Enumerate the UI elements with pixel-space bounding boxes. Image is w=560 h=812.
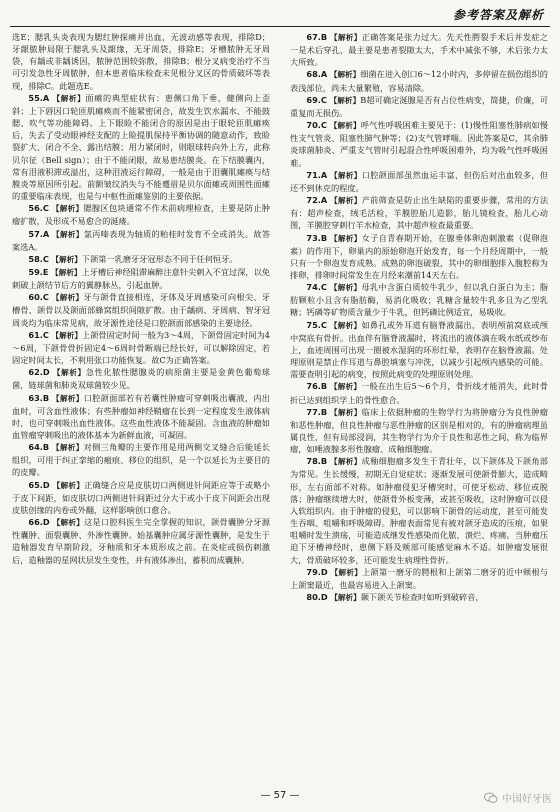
- answer-paragraph: [290, 591, 548, 604]
- answer-text: 细菌在进入创口6～12小时内，多停留在损伤组织的表浅部位，尚未大量繁殖，容易清除。: [290, 69, 548, 93]
- answer-text: 成釉细胞瘤多发生于青壮年，以下颌体及下颌角部为常见。生长缓慢，初期无自觉症状；逐渐发展可使颌骨膨大，造成畸形，左右面部不对称。如肿瘤侵犯牙槽突时，可使牙松动、移位或脱落；肿瘤继续增大时，使颌骨外板变薄，或甚至吸收，这时肿瘤可以侵入软组织内。由于肿瘤的侵犯，可以影响下颌骨的运动度，甚至可能发生吞咽、咀嚼和呼吸障碍。肿瘤表面常见有被对颌牙造成的压痕，如果咀嚼时发生溃疡，可能造成继发性感染而化脓、溃烂、疼痛。当肿瘤压迫下牙槽神经时，患侧下唇及颊部可能感觉麻木不适。如肿瘤发展很大，骨质破坏较多，还可能发生病理性骨折。: [290, 456, 548, 565]
- question-number: 79.D: [306, 566, 328, 577]
- question-number: 76.B: [306, 381, 328, 392]
- answer-paragraph: [12, 291, 270, 328]
- answer-paragraph: [290, 194, 548, 231]
- answer-paragraph: [290, 380, 548, 405]
- question-number: 80.D: [306, 592, 328, 603]
- answer-paragraph: [12, 392, 270, 442]
- answer-paragraph: [290, 281, 548, 318]
- analysis-tag: 【解析】: [330, 33, 362, 42]
- answer-text: 选E；腮乳头炎表现为腮红肿探痛并出血，无波动感等表现，排除D；牙龈脓肿局限于腮乳头及龈缘，无牙周袋，排除E；牙槽脓肿无牙周袋，有龋或非龋诱因，脓肿范围较弥散，排除B；根分叉病变治疗不当可引发急性牙周脓肿，但本患者临床检查未见根分叉区的骨质破坏等表现，排除C。此题选E。: [12, 32, 270, 91]
- analysis-tag: 【解析】: [52, 518, 85, 528]
- answer-text: 口腔颌面部若有若囊性肿瘤可穿刺吸出囊液，内出血时，可含血性液体；有些肿瘤如神经鞘瘤在长到一定程度发生液体病时，也可穿刺吸出血性液体。这些血性液体不能凝固。含血液的肿瘤如血管瘤穿刺吸出的液体基本为新鲜血液，可凝固。: [12, 392, 270, 440]
- analysis-tag: 【解析】: [51, 293, 84, 303]
- question-number: 78.B: [306, 456, 328, 467]
- watermark-text: 中国好牙医: [502, 794, 552, 805]
- question-number: 77.B: [306, 406, 328, 417]
- analysis-tag: 【解析】: [330, 196, 362, 206]
- question-number: 74.C: [306, 282, 327, 293]
- answer-paragraph: [290, 566, 548, 591]
- answer-paragraph: [12, 441, 270, 478]
- answer-text: 正确缝合应是皮肤切口两侧进针间距应等于或略小于皮下间距，如皮肤切口两侧进针间距过分大于或小于皮下间距会出现皮肤创缘的内卷或外翻，这样影响创口愈合。: [12, 479, 270, 515]
- analysis-tag: 【解析】: [52, 93, 86, 103]
- question-number: 61.C: [28, 329, 49, 340]
- answer-paragraph: [290, 169, 548, 194]
- analysis-tag: 【解析】: [52, 443, 84, 453]
- left-column: [12, 31, 270, 779]
- question-number: 64.B: [28, 442, 50, 453]
- answer-paragraph: [290, 68, 548, 93]
- page-header: [0, 0, 560, 28]
- analysis-tag: 【解析】: [51, 330, 82, 340]
- answer-paragraph: [12, 329, 270, 366]
- question-number: 59.E: [28, 266, 49, 277]
- answer-paragraph: [12, 253, 270, 266]
- analysis-tag: 【解析】: [329, 95, 361, 105]
- analysis-tag: 【解析】: [330, 407, 362, 417]
- analysis-tag: 【解析】: [330, 593, 361, 603]
- wechat-icon: [484, 792, 498, 804]
- answer-text: 腮腺区包块通常不作术前病理检查，主要是防止肿瘤扩散，及形成不易愈合的涎瘘。: [12, 203, 270, 227]
- analysis-tag: 【解析】: [329, 320, 362, 330]
- question-number: 57.A: [28, 228, 50, 239]
- answer-text: 女子自青春期开始，在腺垂体卵泡刺激素（促卵泡素）的作用下，卵巢内的原始卵泡开始发育，每一个月经周期中，一般只有一个卵泡发育成熟。成熟的卵泡破裂，其中的卵细胞排入腹腔称为排卵，排卵时间常发生在月经来潮前14天左右。: [290, 232, 548, 280]
- answer-text: 上颌第一磨牙的腭根和上颌第二磨牙的近中颊根与上颌窦最近，也最容易进入上颌窦。: [290, 566, 548, 590]
- question-number: 73.B: [306, 232, 328, 243]
- question-number: 68.A: [306, 69, 328, 80]
- answer-paragraph: [290, 119, 548, 169]
- answer-text: 如鼻孔或外耳道有脑脊液漏出，表明颅前窝底或颅中窝底有骨折。出血伴有脑脊液漏时，将流出的液体滴在吸水纸或纱布上，血迹周围可出现一圈被水湿润的环形红晕，表明存在脑脊液漏。处理原则是禁止作耳道与鼻腔填塞与冲洗，以减少引起颅内感染的可能。需要查明引起的病变，按照此病变的处理原则处理。: [290, 319, 548, 380]
- answer-paragraph: [12, 479, 270, 516]
- analysis-tag: 【解析】: [330, 233, 362, 243]
- answer-paragraph: [290, 455, 548, 565]
- answer-text: 一般在出生后5～6个月，骨折线才能消失，此时骨折已达到组织学上的骨性愈合。: [290, 381, 548, 405]
- answer-text: 面瘫的典型症状有：患侧口角下垂，健侧向上歪斜；上下唇因口轮匝肌瘫痪而不能紧密闭合，故发生饮水漏水、不能鼓腮、吹气等功能障碍。上下眼睑不能闭合的原因是由于眼轮匝肌瘫痪后，失去了受动眼神经支配的上睑提肌保持平衡协调的随意动作，致睑裂扩大、闭合不全、露出结膜；用力紧闭时，则眼球转向外上方，此称贝尔征（Bell sign）；由于不能闭眼，故易患结膜炎。在下结膜囊内，常有泪液积滞或溢出，这种泪液运行障碍，一般是由于泪囊肌瘫痪与结膜炎等原因所引起。前额皱纹消失与不能蹙眉是贝尔面瘫或周围性面瘫的重要临床表现，也是与中枢性面瘫鉴别的主要依据。: [12, 92, 270, 202]
- question-number: 65.D: [28, 479, 50, 490]
- answer-text: 上颌骨固定时间一般为3～4周，下颌骨固定时间为4～6周，下颌骨骨折固定4～6周时骨断端已经长好，可以解除固定，若固定时间太长，不利用张口功能恢复。故C为正确答案。: [12, 329, 270, 366]
- question-number: 58.C: [28, 253, 49, 264]
- answer-text: 母乳中含蛋白质较牛乳少，但以乳白蛋白为主；脂肪颗粒小且含有脂肪酶，易消化吸收；乳糖含量较牛乳多且为乙型乳糖；钙磷等矿物质含量少于牛乳，但钙磷比例适宜，易吸收。: [290, 282, 548, 318]
- answer-paragraph: [12, 31, 270, 92]
- answer-paragraph: [12, 516, 270, 566]
- answer-text: 氯丙嗪表现为轴质的粕桂时发育不全或消失。故答案选A。: [12, 228, 270, 252]
- analysis-tag: 【解析】: [330, 457, 362, 467]
- question-number: 71.A: [306, 169, 328, 180]
- question-number: 69.C: [306, 94, 327, 105]
- analysis-tag: 【解析】: [329, 283, 362, 293]
- page-number: — 57 —: [260, 790, 300, 801]
- question-number: 56.C: [28, 203, 49, 214]
- answer-text: 对侧三角瓣的主要作用是用两侧交叉缝合后能延长组织，可用于纠正挛缩的瘢痕、移位的组织，是一个以延长为主要目的的皮瓣。: [12, 442, 270, 478]
- answer-text: 颞下颌关节检查时如听到破碎音，: [360, 592, 484, 603]
- analysis-tag: 【解析】: [51, 254, 82, 264]
- question-number: 62.D: [28, 367, 50, 378]
- answer-text: 这是口腔科医生完全掌握的知识，颌骨囊肿分牙源性囊肿、面裂囊肿、外渗性囊肿。始基囊肿应属牙源性囊肿，是发生于造釉器发育早期阶段，牙釉质和牙本质形成之前。在炎症或损伤刺激后，造釉器的星网状层发生变性，并有液体渗出，蓄积而成囊肿。: [12, 517, 270, 565]
- question-number: 60.C: [28, 292, 49, 303]
- answer-text: 口腔颌面部虽然血运丰富，但伤后对出血较多，但还不到休克的程度。: [290, 169, 548, 193]
- answer-text: 临床上依据肿瘤的生物学行为将肿瘤分为良性肿瘤和恶性肿瘤，但良性肿瘤与恶性肿瘤的区别是相对的，有的肿瘤病理虽属良性，但有局部浸润，其生物学行为介于良性和恶性之间，称为临界瘤，如唾液腺多形性腺瘤、成釉细胞瘤。: [290, 406, 548, 455]
- analysis-tag: 【解析】: [329, 70, 361, 80]
- right-column: [290, 31, 548, 779]
- question-number: 72.A: [306, 195, 328, 206]
- answer-paragraph: [290, 406, 548, 456]
- answer-text: 呼气性呼吸困难主要见于：(1)慢性阻塞性肺病如慢性支气管炎、阻塞性肺气肿等；(2)支气管哮喘。因此答案是C，其余肺炎球菌肺炎、严重支气管时引起混合性呼吸困难外，均为吸气性呼吸困难。: [290, 120, 548, 168]
- question-number: 75.C: [306, 319, 327, 330]
- answer-paragraph: [290, 319, 548, 381]
- answer-text: 下颌第一乳磨牙牙冠形态不同于任何恒牙。: [81, 253, 238, 264]
- question-number: 70.C: [306, 120, 327, 131]
- header-divider: [10, 26, 550, 27]
- analysis-tag: 【解析】: [52, 229, 84, 239]
- watermark: [484, 790, 552, 805]
- analysis-tag: 【解析】: [329, 121, 361, 131]
- answer-text: 正确答案是张力过大。先天性腭裂手术后并发症之一是术后穿孔，最主要是患者裂隙太大，手术中减张不够，术后张力太大所致。: [290, 32, 548, 68]
- analysis-tag: 【解析】: [329, 382, 362, 392]
- answer-paragraph: [12, 266, 270, 291]
- answer-text: 产前筛查是防止出生缺陷的重要步骤，常用的方法有：超声检查，绒毛活检，羊膜腔胎儿造影，胎儿镜检查，胎儿心动图，羊膜腔穿刺行羊水检查，其中超声检查最重要。: [290, 195, 548, 231]
- answer-text: 急性化脓性腮腺炎的病原菌主要是金黄色葡萄球菌，链球菌和肺炎双球菌较少见。: [12, 367, 270, 391]
- analysis-tag: 【解析】: [52, 368, 86, 378]
- question-number: 63.B: [28, 392, 50, 403]
- analysis-tag: 【解析】: [52, 480, 85, 490]
- answer-paragraph: [12, 366, 270, 391]
- answer-paragraph: [12, 92, 270, 202]
- question-number: 66.D: [28, 517, 50, 528]
- answer-text: 上牙槽后神经阻滞麻醉注意针尖刺入不宜过深，以免刺破上颌结节后方的翼静脉丛，引起血肿。: [12, 266, 270, 291]
- header-title: 参考答案及解析: [452, 8, 544, 22]
- analysis-tag: 【解析】: [52, 393, 84, 403]
- question-number: 55.A: [28, 92, 50, 103]
- answer-paragraph: [290, 31, 548, 68]
- analysis-tag: 【解析】: [330, 170, 362, 180]
- analysis-tag: 【解析】: [330, 567, 363, 577]
- page-footer: [0, 788, 560, 810]
- analysis-tag: 【解析】: [51, 267, 82, 277]
- analysis-tag: 【解析】: [51, 204, 84, 214]
- answer-paragraph: [12, 228, 270, 253]
- question-number: 67.B: [306, 32, 328, 42]
- answer-paragraph: [12, 202, 270, 227]
- answer-text: B超可确定涎腺是否有占位性病变，简捷，价廉，可重复而无损伤。: [290, 94, 548, 118]
- answer-paragraph: [290, 94, 548, 119]
- answer-paragraph: [290, 232, 548, 282]
- answer-text: 牙与颌骨直接相连，牙体及牙周感染可向根尖、牙槽骨、颌骨以及颌面部蜂窝组织间隙扩散。由于龋病、牙周病、智牙冠周炎均为临床常见病，故牙源性途径是口腔颌面部感染的主要途径。: [12, 292, 270, 328]
